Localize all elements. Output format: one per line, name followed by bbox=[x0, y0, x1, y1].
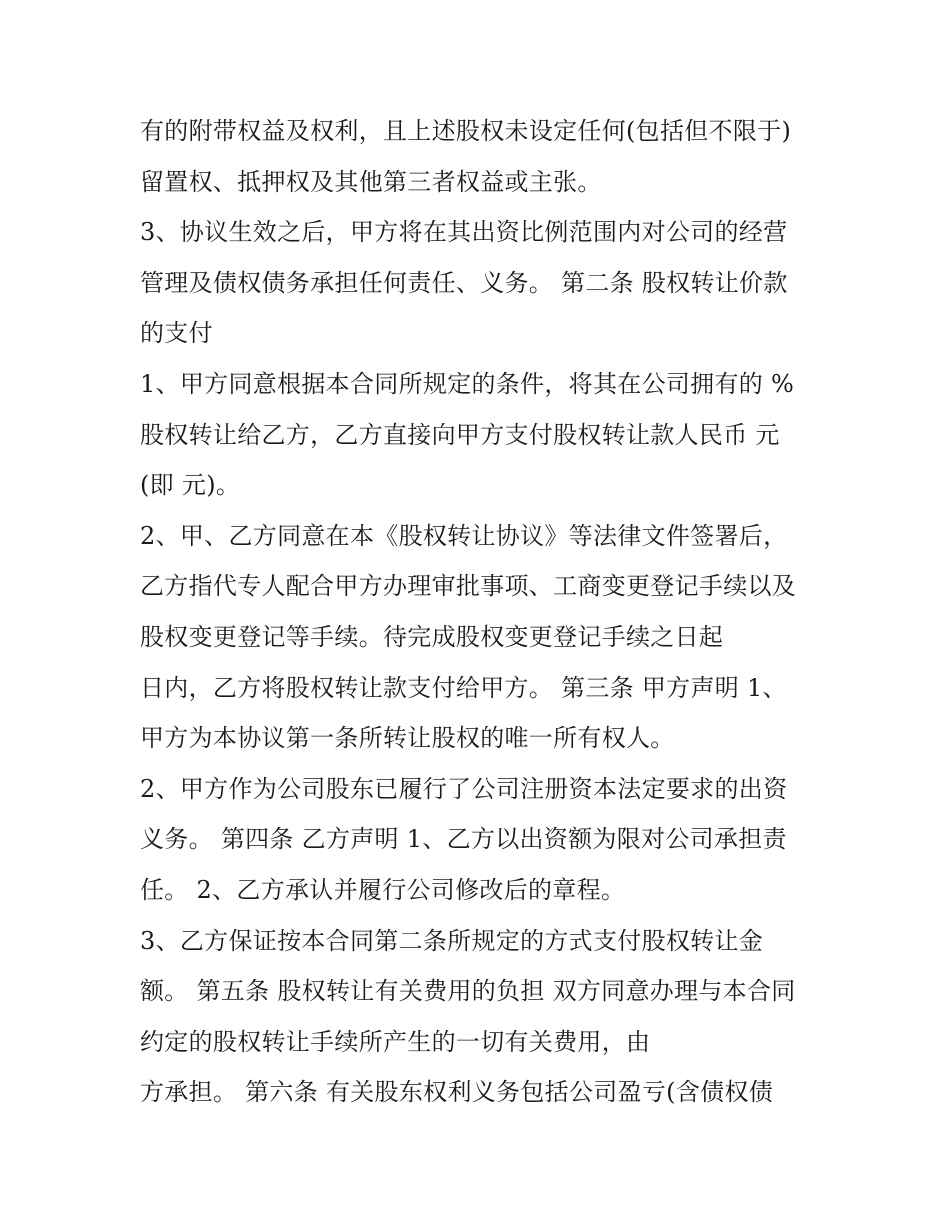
text-line: 的支付 bbox=[140, 319, 213, 348]
text-line: 2、甲方作为公司股东已履行了公司注册资本法定要求的出资 bbox=[140, 774, 788, 803]
text-line: 管理及债权债务承担任何责任、义务。 第二条 股权转让价款 bbox=[140, 268, 788, 297]
document-body bbox=[140, 106, 840, 1118]
text-line: (即 元)。 bbox=[140, 471, 241, 500]
text-line: 3、协议生效之后，甲方将在其出资比例范围内对公司的经营 bbox=[140, 218, 788, 247]
text-line: 方承担。 第六条 有关股东权利义务包括公司盈亏(含债权债 bbox=[140, 1078, 774, 1107]
text-line: 3、乙方保证按本合同第二条所规定的方式支付股权转让金 bbox=[140, 926, 764, 955]
text-line: 义务。 第四条 乙方声明 1、乙方以出资额为限对公司承担责 bbox=[140, 825, 787, 854]
text-line: 甲方为本协议第一条所转让股权的唯一所有权人。 bbox=[140, 724, 675, 753]
text-line: 额。 第五条 股权转让有关费用的负担 双方同意办理与本合同 bbox=[140, 977, 796, 1006]
text-line: 股权变更登记等手续。待完成股权变更登记手续之日起 bbox=[140, 622, 724, 651]
text-line: 约定的股权转让手续所产生的一切有关费用，由 bbox=[140, 1027, 651, 1056]
text-line: 乙方指代专人配合甲方办理审批事项、工商变更登记手续以及 bbox=[140, 572, 797, 601]
text-line: 任。 2、乙方承认并履行公司修改后的章程。 bbox=[140, 875, 626, 904]
text-line: 2、甲、乙方同意在本《股权转让协议》等法律文件签署后， bbox=[140, 521, 788, 550]
text-line: 1、甲方同意根据本合同所规定的条件，将其在公司拥有的 % bbox=[140, 369, 795, 398]
text-line: 日内，乙方将股权转让款支付给甲方。 第三条 甲方声明 1、 bbox=[140, 673, 787, 702]
text-line: 留置权、抵押权及其他第三者权益或主张。 bbox=[140, 167, 602, 196]
text-line: 有的附带权益及权利，且上述股权未设定任何(包括但不限于) bbox=[140, 117, 792, 145]
text-line: 股权转让给乙方，乙方直接向甲方支付股权转让款人民币 元 bbox=[140, 420, 780, 449]
